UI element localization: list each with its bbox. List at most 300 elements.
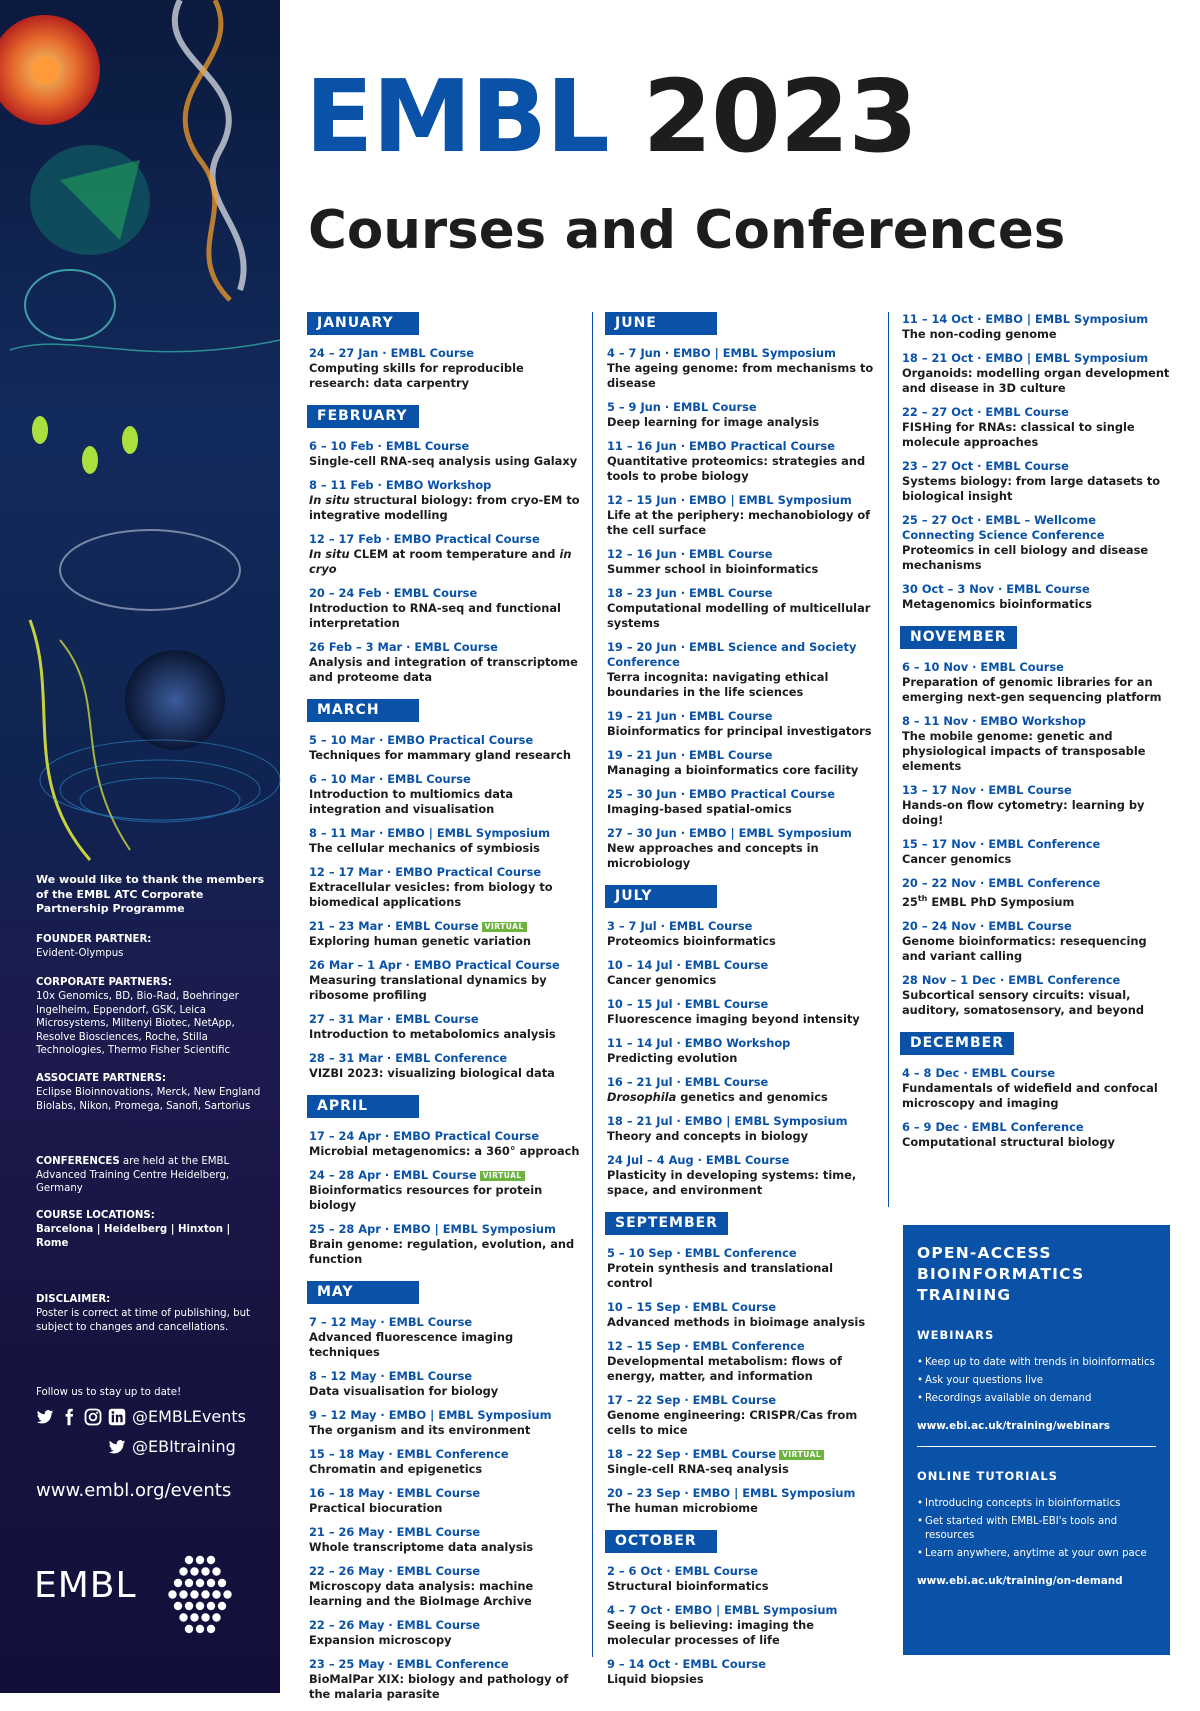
list-item: • Recordings available on demand: [917, 1392, 1156, 1406]
event-date: [607, 1153, 877, 1168]
event-title: Fundamentals of widefield and confocal microscopy and imaging: [902, 1080, 1158, 1110]
associate-partners: Eclipse Bioinnovations, Merck, New England Biolabs, Nikon, Promega, Sanofi, Sartorius: [36, 1087, 261, 1112]
event-date-text: 8 – 11 Nov · EMBO Workshop: [902, 714, 1086, 728]
event-date: [309, 1564, 584, 1579]
event-date-text: 23 – 27 Oct · EMBL Course: [902, 459, 1069, 473]
event-date-text: 10 – 15 Jul · EMBL Course: [607, 997, 769, 1011]
event-title: Introduction to metabolomics analysis: [309, 1027, 556, 1041]
event-date: [607, 958, 877, 973]
event-date-text: 12 – 16 Jun · EMBL Course: [607, 547, 773, 561]
event-title: Bioinformatics for principal investigators: [607, 724, 872, 738]
event-date-text: 21 – 26 May · EMBL Course: [309, 1525, 481, 1539]
event-date-text: 8 – 11 Mar · EMBO | EMBL Symposium: [309, 826, 550, 840]
event-date-text: 12 – 15 Jun · EMBO | EMBL Symposium: [607, 493, 852, 507]
event-title: Systems biology: from large datasets to biological insight: [902, 474, 1161, 503]
event-title: The mobile genome: genetic and physiological impacts of transposable elements: [902, 729, 1146, 773]
event-title: Managing a bioinformatics core facility: [607, 763, 859, 777]
event-item: [607, 1300, 877, 1330]
event-date: [902, 513, 1172, 543]
open-access-panel: [903, 1225, 1170, 1655]
event-title: 25th EMBL PhD Symposium: [902, 894, 1075, 909]
event-date-text: 18 – 21 Oct · EMBO | EMBL Symposium: [902, 351, 1149, 365]
facebook-icon[interactable]: [60, 1408, 78, 1426]
hex-dot: [196, 1602, 204, 1610]
event-date: [309, 1408, 584, 1423]
event-item: [607, 709, 877, 739]
event-date-text: 4 – 7 Jun · EMBO | EMBL Symposium: [607, 346, 836, 360]
event-date-text: 5 – 10 Sep · EMBL Conference: [607, 1246, 797, 1260]
event-item: [607, 400, 877, 430]
event-item: [902, 405, 1172, 450]
event-title: Protein synthesis and translational control: [607, 1261, 833, 1290]
event-item: [607, 919, 877, 949]
event-title: Cancer genomics: [902, 852, 1012, 866]
event-item: [309, 586, 584, 631]
event-date: [309, 1369, 584, 1384]
event-item: [309, 1486, 584, 1516]
founder-partner: Evident-Olympus: [36, 948, 124, 959]
event-date: [902, 837, 1172, 852]
event-date: [607, 1036, 877, 1051]
event-title: Computing skills for reproducible research: data carpentry: [309, 361, 524, 390]
event-title: Data visualisation for biology: [309, 1384, 499, 1398]
month-heading: JULY: [605, 885, 717, 908]
event-date: [607, 1246, 877, 1261]
partner-thanks: We would like to thank the members of the EMBL ATC Corporate Partnership Programme: [36, 873, 265, 915]
event-date: [309, 1168, 584, 1183]
event-date-text: 5 – 9 Jun · EMBL Course: [607, 400, 757, 414]
event-title: VIZBI 2023: visualizing biological data: [309, 1066, 555, 1080]
event-title: The human microbiome: [607, 1501, 758, 1515]
event-item: [309, 826, 584, 856]
month-heading: MAY: [307, 1281, 419, 1304]
hex-dot: [212, 1567, 220, 1575]
page-subtitle: Courses and Conferences: [308, 200, 1066, 261]
event-item: [607, 640, 877, 700]
instagram-icon[interactable]: [84, 1408, 102, 1426]
event-item: [607, 958, 877, 988]
tutorials-heading: ONLINE TUTORIALS: [917, 1469, 1058, 1483]
hex-dot: [179, 1567, 187, 1575]
event-item: [607, 748, 877, 778]
event-title: Advanced fluorescence imaging techniques: [309, 1330, 514, 1359]
hex-dot: [196, 1579, 204, 1587]
event-date: [607, 1300, 877, 1315]
event-item: [309, 478, 584, 523]
event-date: [309, 640, 584, 655]
event-item: [309, 1168, 584, 1213]
event-date: [902, 973, 1172, 988]
virtual-badge: VIRTUAL: [779, 1450, 824, 1460]
event-date: [607, 547, 877, 562]
month-heading: JANUARY: [307, 312, 419, 335]
hex-dot: [185, 1556, 193, 1564]
month-heading: APRIL: [307, 1095, 419, 1118]
event-item: [309, 1408, 584, 1438]
event-date-text: 22 – 26 May · EMBL Course: [309, 1618, 481, 1632]
hex-dot: [179, 1590, 187, 1598]
event-title: Theory and concepts in biology: [607, 1129, 809, 1143]
event-item: [309, 1051, 584, 1081]
event-title: Structural bioinformatics: [607, 1579, 769, 1593]
event-date-text: 15 – 18 May · EMBL Conference: [309, 1447, 509, 1461]
event-title: Hands-on flow cytometry: learning by doing!: [902, 798, 1145, 827]
event-title: In situ structural biology: from cryo-EM to integrative modelling: [309, 493, 580, 522]
event-date-text: 5 – 10 Mar · EMBO Practical Course: [309, 733, 534, 747]
event-date: [607, 748, 877, 763]
hex-dot: [207, 1579, 215, 1587]
event-title: Preparation of genomic libraries for an emerging next-gen sequencing platform: [902, 675, 1162, 704]
event-date: [902, 1120, 1172, 1135]
event-title: Exploring human genetic variation: [309, 934, 531, 948]
social-row-ebi: [108, 1437, 236, 1456]
hex-dot: [207, 1625, 215, 1633]
event-date-text: 4 – 8 Dec · EMBL Course: [902, 1065, 1056, 1080]
column-1: [309, 312, 584, 1711]
event-date-text: 17 – 24 Apr · EMBO Practical Course: [309, 1129, 540, 1143]
event-date: [607, 1075, 877, 1090]
event-title: Deep learning for image analysis: [607, 415, 820, 429]
event-date: [607, 919, 877, 934]
embl-hex-logo-icon: [160, 1550, 240, 1640]
event-title: The non-coding genome: [902, 327, 1057, 341]
event-title: New approaches and concepts in microbiology: [607, 841, 819, 870]
corporate-partners: 10x Genomics, BD, Bio-Rad, Boehringer Ingelheim, Eppendorf, GSK, Leica Microsystems, Miltenyi Biotec, NetApp, Resolve Biosciences, Roche, Stilla Technologies, Thermo Fisher Scientific: [36, 991, 239, 1056]
event-item: [309, 958, 584, 1003]
founder-partner-heading: FOUNDER PARTNER:: [36, 934, 152, 945]
column-divider: [888, 312, 889, 1207]
hex-dot: [223, 1590, 231, 1598]
event-date: [607, 1114, 877, 1129]
event-date-text: 6 – 10 Nov · EMBL Course: [902, 660, 1064, 674]
event-item: [607, 1486, 877, 1516]
event-item: [309, 640, 584, 685]
event-date: [309, 346, 584, 361]
event-item: [309, 1012, 584, 1042]
event-date: [309, 478, 584, 493]
event-title: Genome bioinformatics: resequencing and variant calling: [902, 933, 1147, 963]
event-title: Analysis and integration of transcriptome and proteome data: [309, 655, 578, 684]
event-date: [902, 351, 1172, 366]
event-title: BioMalPar XIX: biology and pathology of the malaria parasite: [309, 1672, 569, 1701]
event-date: [309, 1129, 584, 1144]
column-divider: [592, 312, 593, 1657]
event-item: [309, 865, 584, 910]
event-date-text: 18 – 22 Sep · EMBL Course: [607, 1447, 777, 1461]
event-date-text: 24 – 27 Jan · EMBL Course: [309, 346, 475, 360]
hex-dot: [190, 1613, 198, 1621]
event-item: [309, 1618, 584, 1648]
conferences-note: CONFERENCES are held at the EMBL Advanced Training Centre Heidelberg, Germany: [36, 1156, 230, 1194]
event-date: [902, 660, 1172, 675]
event-title: Single-cell RNA-seq analysis using Galaxy: [309, 454, 578, 468]
hex-dot: [196, 1625, 204, 1633]
hex-dot: [168, 1590, 176, 1598]
event-title: Measuring translational dynamics by ribosome profiling: [309, 973, 547, 1002]
event-date: [607, 709, 877, 724]
event-item: [607, 1657, 877, 1687]
event-date: [902, 1066, 1172, 1081]
event-date-text: 27 – 31 Mar · EMBL Course: [309, 1012, 479, 1026]
event-date-text: 7 – 12 May · EMBL Course: [309, 1315, 473, 1329]
event-item: [607, 1603, 877, 1648]
event-date-text: 20 – 22 Nov · EMBL Conference: [902, 876, 1101, 890]
handle-emblevents[interactable]: @EMBLEvents: [132, 1407, 246, 1426]
event-date-text: 6 – 9 Dec · EMBL Conference: [902, 1119, 1084, 1134]
event-item: [902, 876, 1172, 910]
event-item: [607, 1153, 877, 1198]
event-date: [309, 958, 584, 973]
event-date: [902, 582, 1172, 597]
virtual-badge: VIRTUAL: [482, 922, 527, 932]
event-date-text: 22 – 27 Oct · EMBL Course: [902, 405, 1069, 419]
event-title: The organism and its environment: [309, 1423, 531, 1437]
month-heading: FEBRUARY: [307, 405, 419, 428]
event-date: [309, 733, 584, 748]
hex-dot: [207, 1602, 215, 1610]
event-date: [902, 919, 1172, 934]
event-date-text: 10 – 14 Jul · EMBL Course: [607, 958, 769, 972]
event-item: [902, 919, 1172, 964]
event-date-text: 9 – 12 May · EMBO | EMBL Symposium: [309, 1408, 552, 1422]
event-date-text: 28 – 31 Mar · EMBL Conference: [309, 1051, 508, 1065]
event-title: Whole transcriptome data analysis: [309, 1540, 534, 1554]
divider: [917, 1446, 1156, 1447]
event-date-text: 21 – 23 Mar · EMBL Course: [309, 919, 479, 933]
event-date-text: 20 – 24 Feb · EMBL Course: [309, 586, 478, 600]
event-item: [902, 351, 1172, 396]
event-date: [309, 1012, 584, 1027]
twitter-icon[interactable]: [36, 1408, 54, 1426]
event-date-text: 18 – 21 Jul · EMBO | EMBL Symposium: [607, 1114, 848, 1128]
event-item: [902, 582, 1172, 612]
event-date: [902, 876, 1172, 891]
event-item: [607, 997, 877, 1027]
event-item: [902, 660, 1172, 705]
event-item: [309, 439, 584, 469]
event-date: [309, 865, 584, 880]
open-access-title: OPEN-ACCESS BIOINFORMATICS TRAINING: [917, 1244, 1085, 1304]
event-date-text: 23 – 25 May · EMBL Conference: [309, 1657, 509, 1671]
month-heading: OCTOBER: [605, 1530, 717, 1553]
twitter-icon[interactable]: [108, 1438, 126, 1456]
event-date-text: 27 – 30 Jun · EMBO | EMBL Symposium: [607, 826, 852, 840]
social-row-embl: [36, 1407, 246, 1426]
event-date: [607, 1657, 877, 1672]
list-item: • Keep up to date with trends in bioinformatics: [917, 1356, 1156, 1370]
event-date: [309, 532, 584, 547]
event-title: Microscopy data analysis: machine learning and the BioImage Archive: [309, 1579, 534, 1608]
embl-logo-text: EMBL: [34, 1565, 137, 1606]
event-date-text: 9 – 14 Oct · EMBL Course: [607, 1657, 766, 1671]
event-date: [309, 1051, 584, 1066]
hex-dot: [190, 1590, 198, 1598]
title-year: 2023: [642, 58, 917, 175]
event-date-text: 6 – 10 Feb · EMBL Course: [309, 439, 470, 453]
event-title: Plasticity in developing systems: time, space, and environment: [607, 1168, 857, 1197]
event-title: Imaging-based spatial-omics: [607, 802, 792, 816]
event-item: [309, 919, 584, 949]
event-item: [607, 1036, 877, 1066]
event-date-text: 25 – 27 Oct · EMBL – Wellcome Connecting Science Conference: [902, 513, 1105, 542]
events-url[interactable]: www.embl.org/events: [36, 1480, 232, 1501]
hex-dot: [212, 1590, 220, 1598]
event-item: [309, 346, 584, 391]
event-date-text: 20 – 24 Nov · EMBL Course: [902, 918, 1072, 933]
event-item: [309, 733, 584, 763]
event-title: Terra incognita: navigating ethical boundaries in the life sciences: [607, 670, 829, 699]
event-title: Predicting evolution: [607, 1051, 738, 1065]
corporate-partners-heading: CORPORATE PARTNERS:: [36, 977, 172, 988]
event-date-text: 26 Mar – 1 Apr · EMBO Practical Course: [309, 958, 560, 972]
event-date-text: 25 – 30 Jun · EMBO Practical Course: [607, 787, 835, 801]
webinars-url[interactable]: www.ebi.ac.uk/training/webinars: [917, 1420, 1110, 1432]
event-item: [902, 459, 1172, 504]
page-title: [305, 58, 917, 175]
hex-dot: [201, 1590, 209, 1598]
event-item: [309, 1447, 584, 1477]
event-item: [902, 513, 1172, 573]
event-item: [607, 1075, 877, 1105]
event-item: [607, 439, 877, 484]
event-date-text: 13 – 17 Nov · EMBL Course: [902, 783, 1072, 797]
event-date: [607, 1393, 877, 1408]
month-heading: NOVEMBER: [900, 626, 1017, 649]
hex-dot: [185, 1579, 193, 1587]
event-title: Seeing is believing: imaging the molecular processes of life: [607, 1618, 814, 1647]
event-date: [902, 783, 1172, 798]
event-date-text: 30 Oct – 3 Nov · EMBL Course: [902, 582, 1090, 596]
event-date-text: 24 – 28 Apr · EMBL Course: [309, 1168, 477, 1182]
event-item: [607, 547, 877, 577]
event-date: [607, 1564, 877, 1579]
event-item: [607, 346, 877, 391]
event-date-text: 15 – 17 Nov · EMBL Conference: [902, 837, 1101, 851]
event-date-text: 19 – 21 Jun · EMBL Course: [607, 709, 773, 723]
event-date: [902, 714, 1172, 729]
hex-dot: [212, 1613, 220, 1621]
event-date: [607, 1486, 877, 1501]
event-date-text: 8 – 11 Feb · EMBO Workshop: [309, 478, 492, 492]
event-date-text: 3 – 7 Jul · EMBL Course: [607, 919, 753, 933]
webinars-heading: WEBINARS: [917, 1328, 995, 1342]
event-title: Summer school in bioinformatics: [607, 562, 819, 576]
tutorials-url[interactable]: www.ebi.ac.uk/training/on-demand: [917, 1575, 1123, 1587]
event-title: Cancer genomics: [607, 973, 717, 987]
event-title: Fluorescence imaging beyond intensity: [607, 1012, 860, 1026]
event-item: [309, 772, 584, 817]
course-locations-heading: COURSE LOCATIONS:: [36, 1210, 155, 1221]
event-date-text: 10 – 15 Sep · EMBL Course: [607, 1300, 777, 1314]
event-item: [309, 1525, 584, 1555]
event-date: [309, 1525, 584, 1540]
event-date: [309, 919, 584, 934]
event-title: Computational structural biology: [902, 1134, 1115, 1149]
event-date-text: 12 – 17 Feb · EMBO Practical Course: [309, 532, 540, 546]
disclaimer-heading: DISCLAIMER:: [36, 1294, 111, 1305]
event-title: Advanced methods in bioimage analysis: [607, 1315, 866, 1329]
event-date: [607, 1447, 877, 1462]
event-date-text: 19 – 20 Jun · EMBL Science and Society Conference: [607, 640, 857, 669]
event-title: Techniques for mammary gland research: [309, 748, 571, 762]
event-date: [309, 826, 584, 841]
title-embl: EMBL: [305, 58, 609, 175]
handle-ebitraining[interactable]: @EBItraining: [132, 1437, 236, 1456]
event-item: [902, 312, 1172, 342]
event-item: [607, 493, 877, 538]
event-date-text: 22 – 26 May · EMBL Course: [309, 1564, 481, 1578]
event-date: [309, 1486, 584, 1501]
event-date-text: 4 – 7 Oct · EMBO | EMBL Symposium: [607, 1603, 838, 1617]
event-title: Metagenomics bioinformatics: [902, 597, 1093, 611]
hex-dot: [185, 1602, 193, 1610]
event-date: [607, 826, 877, 841]
event-title: Proteomics bioinformatics: [607, 934, 776, 948]
list-item: • Get started with EMBL-EBI's tools and resources: [917, 1515, 1156, 1543]
event-item: [309, 1657, 584, 1702]
event-date: [607, 586, 877, 601]
event-date: [607, 439, 877, 454]
event-item: [309, 1369, 584, 1399]
hex-dot: [218, 1579, 226, 1587]
event-date-text: 2 – 6 Oct · EMBL Course: [607, 1564, 759, 1578]
hex-dot: [201, 1567, 209, 1575]
event-title: Quantitative proteomics: strategies and tools to probe biology: [607, 454, 866, 483]
event-title: Life at the periphery: mechanobiology of the cell surface: [607, 508, 871, 537]
event-item: [607, 1393, 877, 1438]
event-item: [309, 1315, 584, 1360]
event-title: Liquid biopsies: [607, 1672, 704, 1686]
event-item: [607, 826, 877, 871]
linkedin-icon[interactable]: [108, 1408, 126, 1426]
event-date-text: 17 – 22 Sep · EMBL Course: [607, 1393, 777, 1407]
event-item: [309, 1564, 584, 1609]
follow-text: Follow us to stay up to date!: [36, 1387, 182, 1398]
event-item: [607, 586, 877, 631]
event-title: Proteomics in cell biology and disease mechanisms: [902, 543, 1149, 572]
hex-dot: [207, 1556, 215, 1564]
event-item: [902, 783, 1172, 828]
event-item: [902, 714, 1172, 774]
event-date-text: 6 – 10 Mar · EMBL Course: [309, 772, 471, 786]
event-item: [607, 1339, 877, 1384]
event-date-text: 12 – 17 Mar · EMBO Practical Course: [309, 865, 542, 879]
event-title: Practical biocuration: [309, 1501, 443, 1515]
hex-dot: [174, 1579, 182, 1587]
event-date: [607, 787, 877, 802]
event-title: Bioinformatics resources for protein biology: [309, 1183, 543, 1212]
month-heading: DECEMBER: [900, 1032, 1014, 1055]
tutorials-list: [917, 1497, 1156, 1561]
hex-dot: [196, 1556, 204, 1564]
event-date-text: 8 – 12 May · EMBL Course: [309, 1369, 473, 1383]
event-date-text: 12 – 15 Sep · EMBL Conference: [607, 1339, 805, 1353]
event-title: Developmental metabolism: flows of energy, matter, and information: [607, 1354, 842, 1383]
event-date: [607, 1603, 877, 1618]
scientific-artwork: [0, 0, 280, 870]
month-heading: SEPTEMBER: [605, 1212, 728, 1235]
event-date-text: 20 – 23 Sep · EMBO | EMBL Symposium: [607, 1486, 856, 1500]
event-item: [902, 973, 1172, 1018]
column-3: [902, 312, 1172, 1159]
virtual-badge: VIRTUAL: [480, 1171, 525, 1181]
event-date-text: 11 – 14 Jul · EMBO Workshop: [607, 1036, 791, 1050]
event-title: Genome engineering: CRISPR/Cas from cells to mice: [607, 1408, 858, 1437]
event-item: [607, 1564, 877, 1594]
associate-partners-heading: ASSOCIATE PARTNERS:: [36, 1073, 167, 1084]
event-date: [309, 439, 584, 454]
list-item: • Ask your questions live: [917, 1374, 1156, 1388]
